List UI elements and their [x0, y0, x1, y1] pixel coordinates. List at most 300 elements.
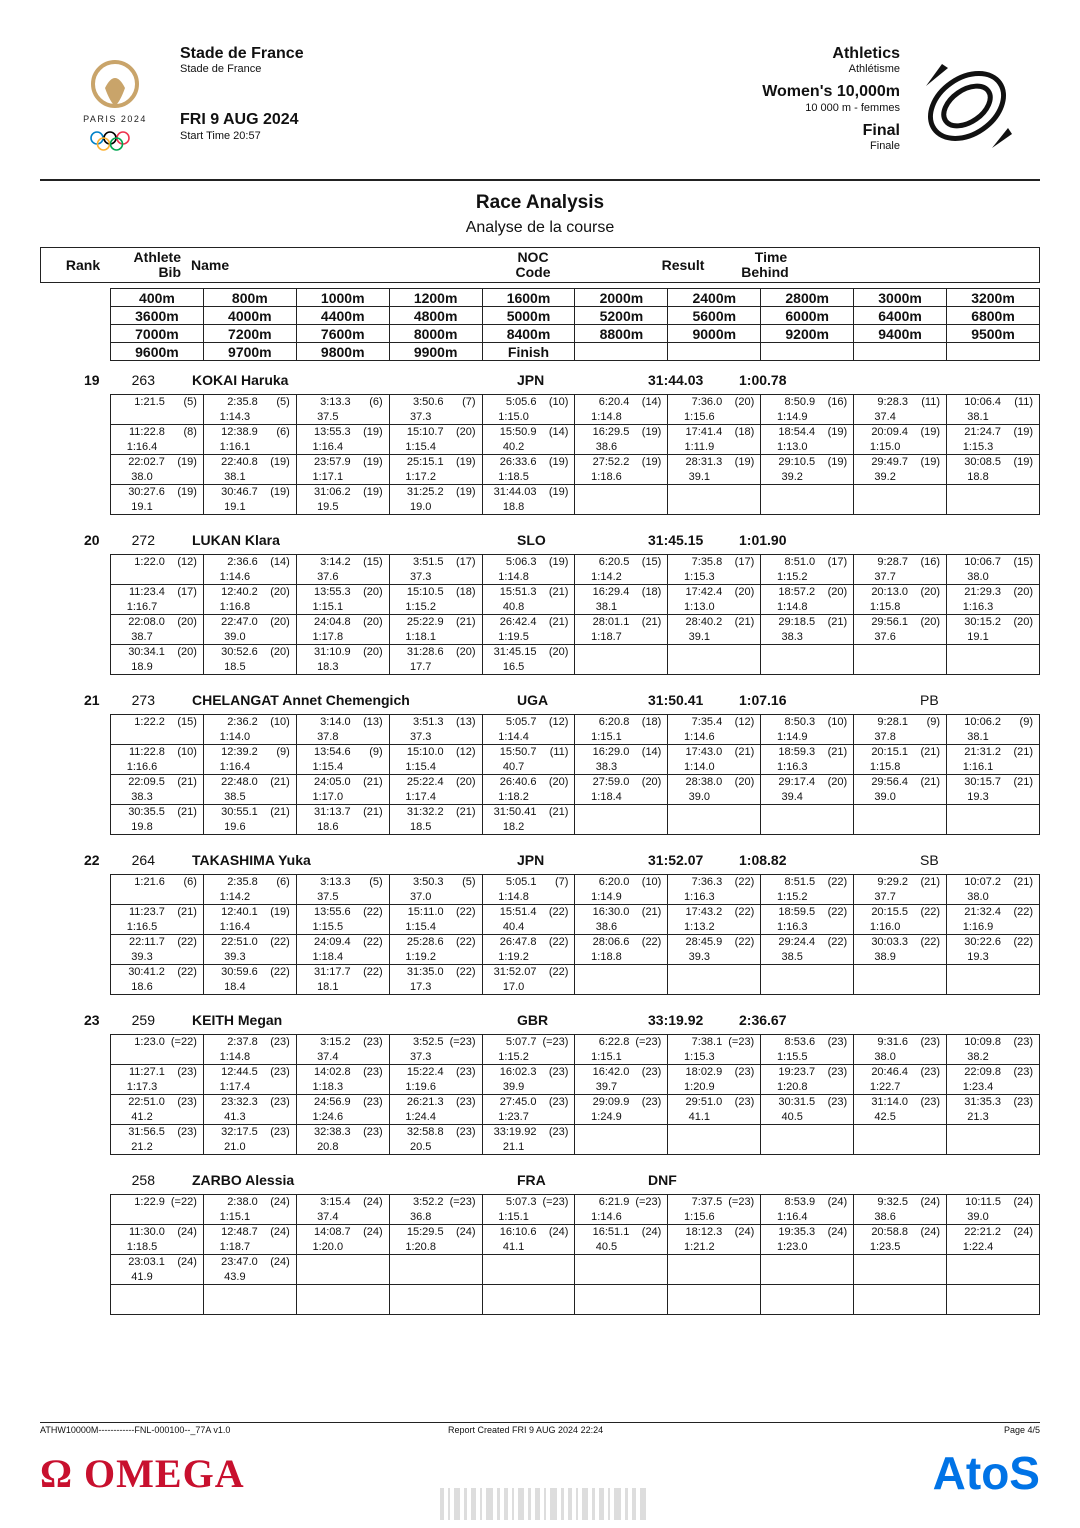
split-position: (19) — [827, 426, 848, 438]
split-cell — [947, 1285, 1040, 1315]
split-time: 26:40.6 — [499, 776, 537, 788]
split-position: (23) — [270, 1036, 290, 1048]
split-cell — [761, 1065, 854, 1095]
split-cell — [668, 455, 761, 485]
split-lap-time: 1:16.5 — [126, 921, 158, 933]
split-position: (22) — [177, 936, 197, 948]
split-position: (18) — [456, 586, 476, 598]
split-time: 13:55.6 — [313, 906, 351, 918]
split-cell — [482, 745, 575, 775]
col-rank: Rank — [65, 257, 101, 273]
table-row — [111, 1035, 1040, 1065]
split-time: 15:11.0 — [407, 906, 444, 918]
split-lap-time: 1:20.9 — [684, 1081, 715, 1093]
athlete-header — [40, 852, 1040, 870]
split-lap-time: 1:14.3 — [219, 411, 251, 423]
column-header — [40, 247, 1040, 283]
split-time: 6:20.5 — [598, 556, 630, 568]
distance-label: 3600m — [111, 307, 204, 325]
split-time: 7:36.0 — [691, 396, 723, 408]
split-cell — [575, 1065, 668, 1095]
athlete-bib: 258 — [131, 1172, 155, 1188]
split-cell — [854, 485, 947, 515]
distance-label: 3000m — [854, 289, 947, 307]
split-position: (17) — [456, 556, 476, 568]
split-cell — [947, 965, 1040, 995]
split-lap-time: 40.5 — [781, 1111, 803, 1123]
split-time: 16:10.6 — [499, 1226, 537, 1238]
split-lap-time: 37.8 — [874, 731, 896, 743]
distance-label: 4400m — [296, 307, 389, 325]
split-time: 18:57.2 — [778, 586, 816, 598]
split-lap-time: 21.1 — [502, 1141, 525, 1153]
split-cell — [854, 395, 947, 425]
split-position: (9) — [276, 746, 290, 758]
split-position: (24) — [734, 1226, 755, 1238]
athlete-name: TAKASHIMA Yuka — [192, 852, 311, 868]
split-lap-time: 1:16.7 — [126, 601, 158, 613]
split-position: (24) — [920, 1196, 941, 1208]
split-time: 22:02.7 — [128, 456, 165, 468]
distance-label: 9600m — [111, 343, 204, 361]
split-cell — [296, 485, 389, 515]
split-cell — [482, 455, 575, 485]
split-cell — [203, 745, 296, 775]
split-position: (24) — [177, 1256, 197, 1268]
split-lap-time: 37.7 — [874, 571, 896, 583]
split-cell — [854, 935, 947, 965]
split-cell — [761, 615, 854, 645]
split-cell — [761, 395, 854, 425]
split-time: 3:52.5 — [412, 1036, 444, 1048]
split-cell — [947, 1095, 1040, 1125]
athlete-name: LUKAN Klara — [192, 532, 280, 548]
split-position: (19) — [270, 906, 290, 918]
split-cell — [111, 1255, 204, 1285]
split-lap-time: 1:16.3 — [962, 601, 994, 613]
split-lap-time: 1:23.5 — [869, 1241, 901, 1253]
split-time: 1:22.0 — [134, 556, 165, 568]
split-cell — [575, 425, 668, 455]
split-cell — [947, 425, 1040, 455]
distance-row — [111, 343, 1040, 361]
split-lap-time: 1:16.1 — [219, 441, 251, 453]
split-position: (5) — [276, 396, 290, 408]
split-lap-time: 1:15.2 — [405, 601, 436, 613]
split-cell — [389, 395, 482, 425]
split-time: 31:56.5 — [128, 1126, 165, 1138]
split-position: (24) — [363, 1226, 383, 1238]
split-time: 10:06.4 — [964, 396, 1001, 408]
split-position: (21) — [641, 616, 662, 628]
split-lap-time: 1:15.1 — [312, 601, 344, 613]
split-lap-time: 41.1 — [688, 1111, 711, 1123]
split-position: (23) — [177, 1096, 197, 1108]
split-time: 31:44.03 — [493, 486, 537, 498]
split-cell — [296, 1285, 389, 1315]
split-position: (=23) — [449, 1196, 476, 1208]
split-lap-time: 1:14.0 — [219, 731, 251, 743]
split-time: 30:59.6 — [221, 966, 258, 978]
split-lap-time: 1:18.3 — [312, 1081, 344, 1093]
distance-label — [947, 343, 1040, 361]
split-position: (9) — [926, 716, 941, 728]
split-position: (19) — [177, 456, 197, 468]
split-time: 15:50.7 — [499, 746, 537, 758]
split-position: (23) — [920, 1096, 941, 1108]
split-lap-time: 1:24.6 — [312, 1111, 344, 1123]
split-position: (23) — [827, 1036, 848, 1048]
split-cell — [947, 555, 1040, 585]
split-lap-time: 1:14.8 — [219, 1051, 251, 1063]
split-cell — [575, 555, 668, 585]
split-time: 5:07.7 — [505, 1036, 537, 1048]
split-time: 20:09.4 — [871, 426, 909, 438]
split-time: 26:21.3 — [406, 1096, 444, 1108]
split-cell — [668, 905, 761, 935]
split-time: 27:45.0 — [499, 1096, 537, 1108]
split-position: (21) — [177, 906, 197, 918]
split-time: 9:31.6 — [877, 1036, 909, 1048]
athlete-header — [40, 1012, 1040, 1030]
split-lap-time: 38.1 — [967, 731, 989, 743]
split-lap-time: 1:14.2 — [591, 571, 622, 583]
table-row — [111, 555, 1040, 585]
table-row — [111, 395, 1040, 425]
split-position: (=23) — [635, 1036, 662, 1048]
split-cell — [296, 905, 389, 935]
split-lap-time: 1:14.6 — [591, 1211, 622, 1223]
split-lap-time: 38.5 — [781, 951, 803, 963]
distance-label: 9900m — [389, 343, 482, 361]
split-cell — [482, 875, 575, 905]
split-position: (7) — [462, 396, 476, 408]
split-time: 5:05.1 — [505, 876, 537, 888]
split-position: (23) — [920, 1066, 941, 1078]
split-cell — [575, 935, 668, 965]
split-cell — [389, 555, 482, 585]
split-cell — [575, 745, 668, 775]
split-cell — [947, 745, 1040, 775]
split-time: 17:43.2 — [685, 906, 723, 918]
split-cell — [761, 715, 854, 745]
split-lap-time: 39.4 — [781, 791, 803, 803]
split-lap-time: 17.3 — [409, 981, 432, 993]
split-lap-time: 17.7 — [409, 661, 432, 673]
split-cell — [111, 745, 204, 775]
split-cell — [575, 1035, 668, 1065]
split-lap-time: 1:17.0 — [312, 791, 344, 803]
athlete-header — [40, 532, 1040, 550]
split-time: 29:18.5 — [778, 616, 816, 628]
distance-label: 8800m — [575, 325, 668, 343]
split-time: 7:37.5 — [691, 1196, 723, 1208]
split-time: 11:27.1 — [129, 1066, 165, 1078]
split-time: 22:11.7 — [129, 936, 165, 948]
table-row — [111, 1095, 1040, 1125]
distance-label: 4000m — [203, 307, 296, 325]
split-cell — [668, 645, 761, 675]
athlete-bib: 263 — [131, 372, 155, 388]
split-time: 3:15.4 — [320, 1196, 351, 1208]
split-time: 17:43.0 — [685, 746, 723, 758]
split-cell — [575, 715, 668, 745]
split-position: (21) — [920, 876, 941, 888]
split-cell — [761, 485, 854, 515]
athlete-time-behind: 1:01.90 — [739, 532, 787, 548]
split-position: (5) — [183, 396, 197, 408]
split-time: 30:15.2 — [964, 616, 1001, 628]
split-position: (20) — [734, 586, 755, 598]
split-position: (20) — [177, 646, 197, 658]
split-position: (22) — [1013, 936, 1033, 948]
split-position: (23) — [1013, 1036, 1033, 1048]
split-lap-time: 38.0 — [874, 1051, 896, 1063]
athlete-header — [40, 1172, 1040, 1190]
split-cell — [296, 555, 389, 585]
split-lap-time: 39.2 — [781, 471, 803, 483]
split-cell — [203, 935, 296, 965]
split-lap-time: 39.9 — [502, 1081, 525, 1093]
split-position: (13) — [456, 716, 476, 728]
split-time: 29:09.9 — [592, 1096, 630, 1108]
split-cell — [111, 555, 204, 585]
split-position: (23) — [548, 1096, 569, 1108]
split-position: (22) — [827, 906, 848, 918]
split-lap-time: 1:13.0 — [684, 601, 715, 613]
split-cell — [111, 645, 204, 675]
split-cell — [668, 585, 761, 615]
split-position: (21) — [1013, 776, 1033, 788]
split-cell — [947, 935, 1040, 965]
split-position: (19) — [363, 486, 383, 498]
split-position: (6) — [183, 876, 197, 888]
split-cell — [389, 745, 482, 775]
split-position: (5) — [369, 876, 383, 888]
split-time: 21:29.3 — [964, 586, 1001, 598]
split-cell — [296, 1125, 389, 1155]
split-position: (23) — [363, 1066, 383, 1078]
split-time: 7:38.1 — [691, 1036, 723, 1048]
athlete-name: KOKAI Haruka — [192, 372, 289, 388]
split-time: 3:51.3 — [412, 716, 444, 728]
split-cell — [761, 1225, 854, 1255]
col-athlete: Athlete — [133, 249, 181, 265]
split-position: (11) — [921, 396, 941, 408]
distance-label: 4800m — [389, 307, 482, 325]
split-cell — [296, 1095, 389, 1125]
distance-label: 2000m — [575, 289, 668, 307]
split-cell — [761, 1095, 854, 1125]
split-lap-time: 38.6 — [595, 921, 618, 933]
athlete-rank: 19 — [84, 372, 100, 388]
athlete-name: KEITH Megan — [192, 1012, 283, 1028]
split-position: (23) — [456, 1066, 476, 1078]
split-cell — [575, 395, 668, 425]
split-cell — [389, 1125, 482, 1155]
split-lap-time: 39.1 — [688, 471, 711, 483]
split-time: 17:42.4 — [685, 586, 723, 598]
split-lap-time: 38.3 — [595, 761, 618, 773]
split-lap-time: 18.3 — [317, 661, 339, 673]
table-row — [111, 425, 1040, 455]
split-cell — [761, 805, 854, 835]
atos-logo: AtoS — [932, 1447, 1040, 1499]
split-lap-time: 37.3 — [409, 411, 432, 423]
col-noc: NOC — [517, 249, 549, 265]
split-cell — [575, 585, 668, 615]
split-lap-time: 16.5 — [502, 661, 525, 673]
split-lap-time: 1:15.0 — [869, 441, 901, 453]
split-lap-time: 40.7 — [502, 761, 525, 773]
split-cell — [854, 1035, 947, 1065]
split-lap-time: 39.2 — [874, 471, 896, 483]
split-time: 19:23.7 — [778, 1066, 816, 1078]
report-subtitle: Analyse de la course — [465, 219, 615, 236]
split-cell — [203, 775, 296, 805]
split-position: (21) — [270, 776, 290, 788]
split-cell — [575, 1285, 668, 1315]
split-lap-time: 1:16.4 — [776, 1211, 808, 1223]
report-created: Report Created FRI 9 AUG 2024 22:24 — [448, 1425, 604, 1435]
split-position: (5) — [462, 876, 476, 888]
split-position: (21) — [1013, 746, 1033, 758]
split-cell — [761, 745, 854, 775]
split-position: (21) — [456, 806, 476, 818]
table-row — [111, 935, 1040, 965]
split-position: (24) — [270, 1256, 290, 1268]
split-lap-time: 37.3 — [409, 731, 432, 743]
split-lap-time: 1:17.4 — [219, 1081, 251, 1093]
split-cell — [482, 645, 575, 675]
split-cell — [482, 1065, 575, 1095]
table-row — [111, 1195, 1040, 1225]
split-time: 16:29.4 — [592, 586, 630, 598]
split-time: 2:36.6 — [227, 556, 258, 568]
table-row — [111, 715, 1040, 745]
distance-label: 9700m — [203, 343, 296, 361]
athlete-noc: GBR — [517, 1012, 549, 1028]
split-time: 14:08.7 — [313, 1226, 351, 1238]
split-position: (20) — [641, 776, 662, 788]
distance-label: 7600m — [296, 325, 389, 343]
split-time: 9:32.5 — [877, 1196, 909, 1208]
split-cell — [203, 425, 296, 455]
athlete-splits-table — [110, 394, 1040, 515]
header-rule — [40, 179, 1040, 181]
split-time: 12:40.2 — [221, 586, 258, 598]
split-time: 8:53.9 — [784, 1196, 816, 1208]
split-lap-time: 21.0 — [224, 1141, 246, 1153]
split-position: (6) — [276, 426, 290, 438]
split-time: 12:38.9 — [221, 426, 258, 438]
split-time: 15:10.5 — [406, 586, 444, 598]
split-cell — [203, 1225, 296, 1255]
split-cell — [296, 715, 389, 745]
table-row — [111, 455, 1040, 485]
split-lap-time: 37.3 — [409, 571, 432, 583]
split-position: (18) — [641, 716, 662, 728]
split-cell — [668, 615, 761, 645]
split-position: (=23) — [542, 1196, 569, 1208]
athlete-splits-table — [110, 1034, 1040, 1155]
split-cell — [389, 1195, 482, 1225]
split-time: 30:27.6 — [128, 486, 165, 498]
split-cell — [296, 875, 389, 905]
split-time: 9:29.2 — [877, 876, 909, 888]
split-position: (6) — [369, 396, 383, 408]
split-cell — [854, 1065, 947, 1095]
split-lap-time: 1:15.2 — [776, 891, 808, 903]
split-position: (15) — [363, 556, 383, 568]
sport: Athletics — [832, 45, 900, 62]
split-position: (20) — [734, 776, 755, 788]
split-cell — [389, 1095, 482, 1125]
split-time: 29:56.1 — [871, 616, 909, 628]
split-cell — [575, 905, 668, 935]
split-lap-time: 18.8 — [967, 471, 989, 483]
split-position: (24) — [641, 1226, 662, 1238]
split-cell — [389, 1065, 482, 1095]
split-lap-time: 18.9 — [131, 661, 153, 673]
split-position: (22) — [548, 936, 569, 948]
split-lap-time: 1:18.5 — [498, 471, 529, 483]
split-position: (18) — [641, 586, 662, 598]
split-position: (=23) — [542, 1036, 569, 1048]
split-position: (21) — [177, 776, 197, 788]
split-cell — [389, 1035, 482, 1065]
split-lap-time: 1:13.0 — [776, 441, 808, 453]
split-cell — [296, 965, 389, 995]
col-time: Time — [754, 249, 788, 265]
split-lap-time: 40.4 — [502, 921, 525, 933]
split-cell — [111, 455, 204, 485]
split-position: (23) — [456, 1096, 476, 1108]
split-cell — [947, 1065, 1040, 1095]
split-lap-time: 41.1 — [502, 1241, 525, 1253]
split-cell — [947, 1255, 1040, 1285]
split-lap-time: 1:24.9 — [591, 1111, 622, 1123]
split-lap-time: 1:14.8 — [498, 891, 529, 903]
athlete-rank: 22 — [84, 852, 100, 868]
split-time: 11:22.8 — [129, 746, 165, 758]
split-cell — [947, 715, 1040, 745]
header-left — [180, 44, 304, 143]
split-lap-time: 1:23.7 — [498, 1111, 529, 1123]
distance-label — [668, 343, 761, 361]
table-row — [111, 805, 1040, 835]
split-lap-time: 38.0 — [967, 571, 989, 583]
distance-label: 9400m — [854, 325, 947, 343]
split-lap-time: 1:15.8 — [869, 601, 901, 613]
split-lap-time: 1:15.6 — [684, 1211, 715, 1223]
split-position: (21) — [827, 746, 848, 758]
split-lap-time: 1:15.3 — [962, 441, 994, 453]
split-time: 21:24.7 — [964, 426, 1001, 438]
split-cell — [111, 1225, 204, 1255]
split-time: 26:33.6 — [499, 456, 537, 468]
split-position: (19) — [734, 456, 755, 468]
distance-label: 800m — [203, 289, 296, 307]
split-time: 32:17.5 — [221, 1126, 258, 1138]
split-lap-time: 38.2 — [967, 1051, 989, 1063]
split-time: 1:21.6 — [134, 876, 165, 888]
split-time: 3:13.3 — [320, 396, 351, 408]
split-cell — [389, 615, 482, 645]
split-position: (11) — [1014, 396, 1033, 408]
split-position: (21) — [1013, 876, 1033, 888]
split-time: 3:50.6 — [412, 396, 444, 408]
